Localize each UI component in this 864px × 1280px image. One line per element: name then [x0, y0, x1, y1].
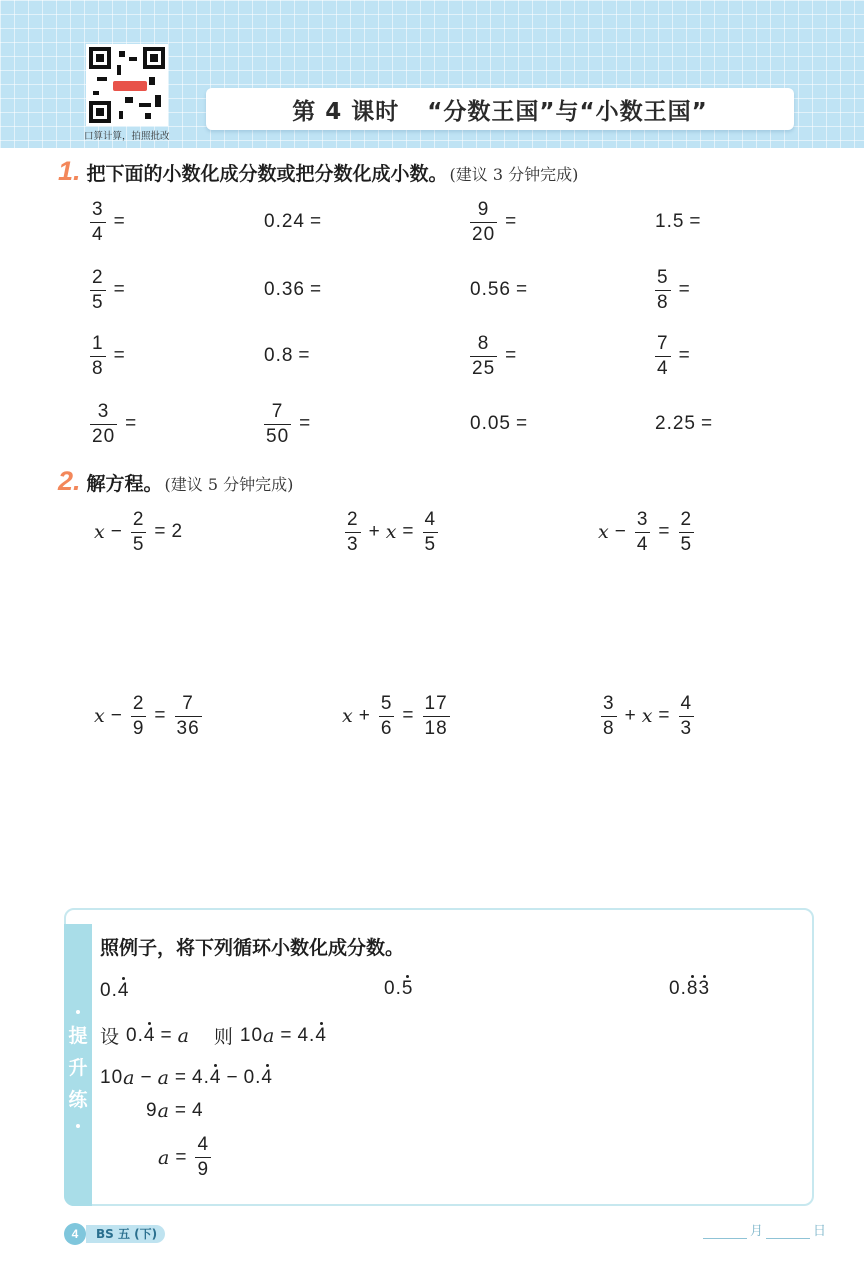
fraction-exercise: $\frac{7}{50}$ =: [266, 400, 312, 447]
repeat-digits: 83: [686, 978, 711, 999]
month-label: 月: [750, 1224, 764, 1239]
fraction-exercise: $\frac{8}{25}$ =: [472, 332, 518, 379]
decimal-exercise: 0.36 =: [264, 279, 323, 300]
example-line-2: 10 a − a = 4. 4 − 0. 4: [100, 1067, 273, 1089]
fraction: $\frac{2}{5}$: [132, 508, 145, 555]
month-blank[interactable]: [703, 1223, 747, 1239]
fraction: $\frac{5}{6}$: [380, 692, 393, 739]
problem-repeating-decimal: 0. 5: [384, 978, 414, 999]
fraction: $\frac{3}{8}$: [603, 692, 615, 739]
qr-finder: [143, 47, 165, 69]
decimal-exercise: 2.25 =: [655, 413, 714, 434]
fraction-exercise: $\frac{3}{4}$ =: [92, 198, 126, 245]
fraction: $\frac{3}{4}$: [636, 508, 649, 555]
equation-exercise: x − $\frac{2}{9}$ = $\frac{7}{36}$: [94, 692, 200, 739]
fraction: $\frac{17}{18}$: [424, 692, 448, 739]
section-instruction: 把下面的小数化成分数或把分数化成小数。: [86, 163, 448, 185]
equation-exercise: $\frac{3}{8}$ + x = $\frac{4}{3}$: [603, 692, 693, 739]
fraction: $\frac{7}{36}$: [176, 692, 200, 739]
decimal-exercise: 0.05 =: [470, 413, 529, 434]
date-fill-in: [700, 1220, 826, 1239]
fraction: $\frac{4}{3}$: [680, 692, 693, 739]
equation-exercise: x − $\frac{2}{5}$ = 2: [94, 508, 184, 555]
qr-caption: 口算计算，拍照批改: [84, 131, 170, 142]
qr-finder: [89, 101, 111, 123]
decimal-exercise: 0.8 =: [264, 345, 311, 366]
example-line-4: a = $\frac{4}{9}$: [158, 1134, 210, 1180]
fraction-exercise: $\frac{5}{8}$ =: [657, 266, 691, 313]
dot-decoration: [76, 1124, 80, 1128]
day-blank[interactable]: [766, 1223, 810, 1239]
qr-badge: [113, 81, 147, 91]
fraction: $\frac{2}{9}$: [132, 692, 145, 739]
extension-title: 照例子，将下列循环小数化成分数。: [100, 937, 405, 959]
decimal-exercise: 0.56 =: [470, 279, 529, 300]
fraction-exercise: $\frac{2}{5}$ =: [92, 266, 126, 313]
problem-repeating-decimal: 0. 83: [669, 978, 711, 999]
decimal-exercise: 0.24 =: [264, 211, 323, 232]
extension-side-label: 提 升 练: [68, 1025, 88, 1111]
page-number: 4: [64, 1223, 86, 1245]
section-number: 2.: [58, 466, 81, 496]
section-hint: (建议 3 分钟完成): [449, 165, 579, 184]
day-label: 日: [813, 1224, 827, 1239]
section-number: 1.: [58, 156, 81, 186]
equation-exercise: x − $\frac{3}{4}$ = $\frac{2}{5}$: [598, 508, 693, 555]
fraction: $\frac{2}{5}$: [680, 508, 693, 555]
fraction: $\frac{4}{5}$: [424, 508, 437, 555]
fraction-exercise: $\frac{7}{4}$ =: [657, 332, 691, 379]
equation-exercise: $\frac{2}{3}$ + x = $\frac{4}{5}$: [347, 508, 437, 555]
fraction: $\frac{4}{9}$: [197, 1134, 210, 1180]
fraction-exercise: $\frac{3}{20}$ =: [92, 400, 138, 447]
problem-repeating-decimal: 0. 4: [100, 980, 130, 1001]
lesson-label: 第 4 课时: [292, 98, 400, 125]
qr-code[interactable]: [86, 44, 168, 126]
section-instruction: 解方程。: [86, 473, 163, 495]
example-line-3: 9 a = 4: [146, 1100, 204, 1122]
lesson-title: [206, 88, 794, 130]
series-label: BS 五 (下): [86, 1225, 165, 1243]
equation-exercise: x + $\frac{5}{6}$ = $\frac{17}{18}$: [342, 692, 448, 739]
fraction-exercise: $\frac{1}{8}$ =: [92, 332, 126, 379]
fraction: $\frac{2}{3}$: [347, 508, 359, 555]
example-line-1: 设 0. 4 = a 则 10 a = 4. 4: [100, 1024, 327, 1048]
lesson-topic: “分数王国”与“小数王国”: [427, 98, 708, 125]
fraction-exercise: $\frac{9}{20}$ =: [472, 198, 518, 245]
section-2-heading: [58, 466, 293, 497]
dot-decoration: [76, 1010, 80, 1014]
section-hint: (建议 5 分钟完成): [164, 475, 294, 494]
section-1-heading: [58, 156, 578, 187]
qr-finder: [89, 47, 111, 69]
decimal-exercise: 1.5 =: [655, 211, 702, 232]
